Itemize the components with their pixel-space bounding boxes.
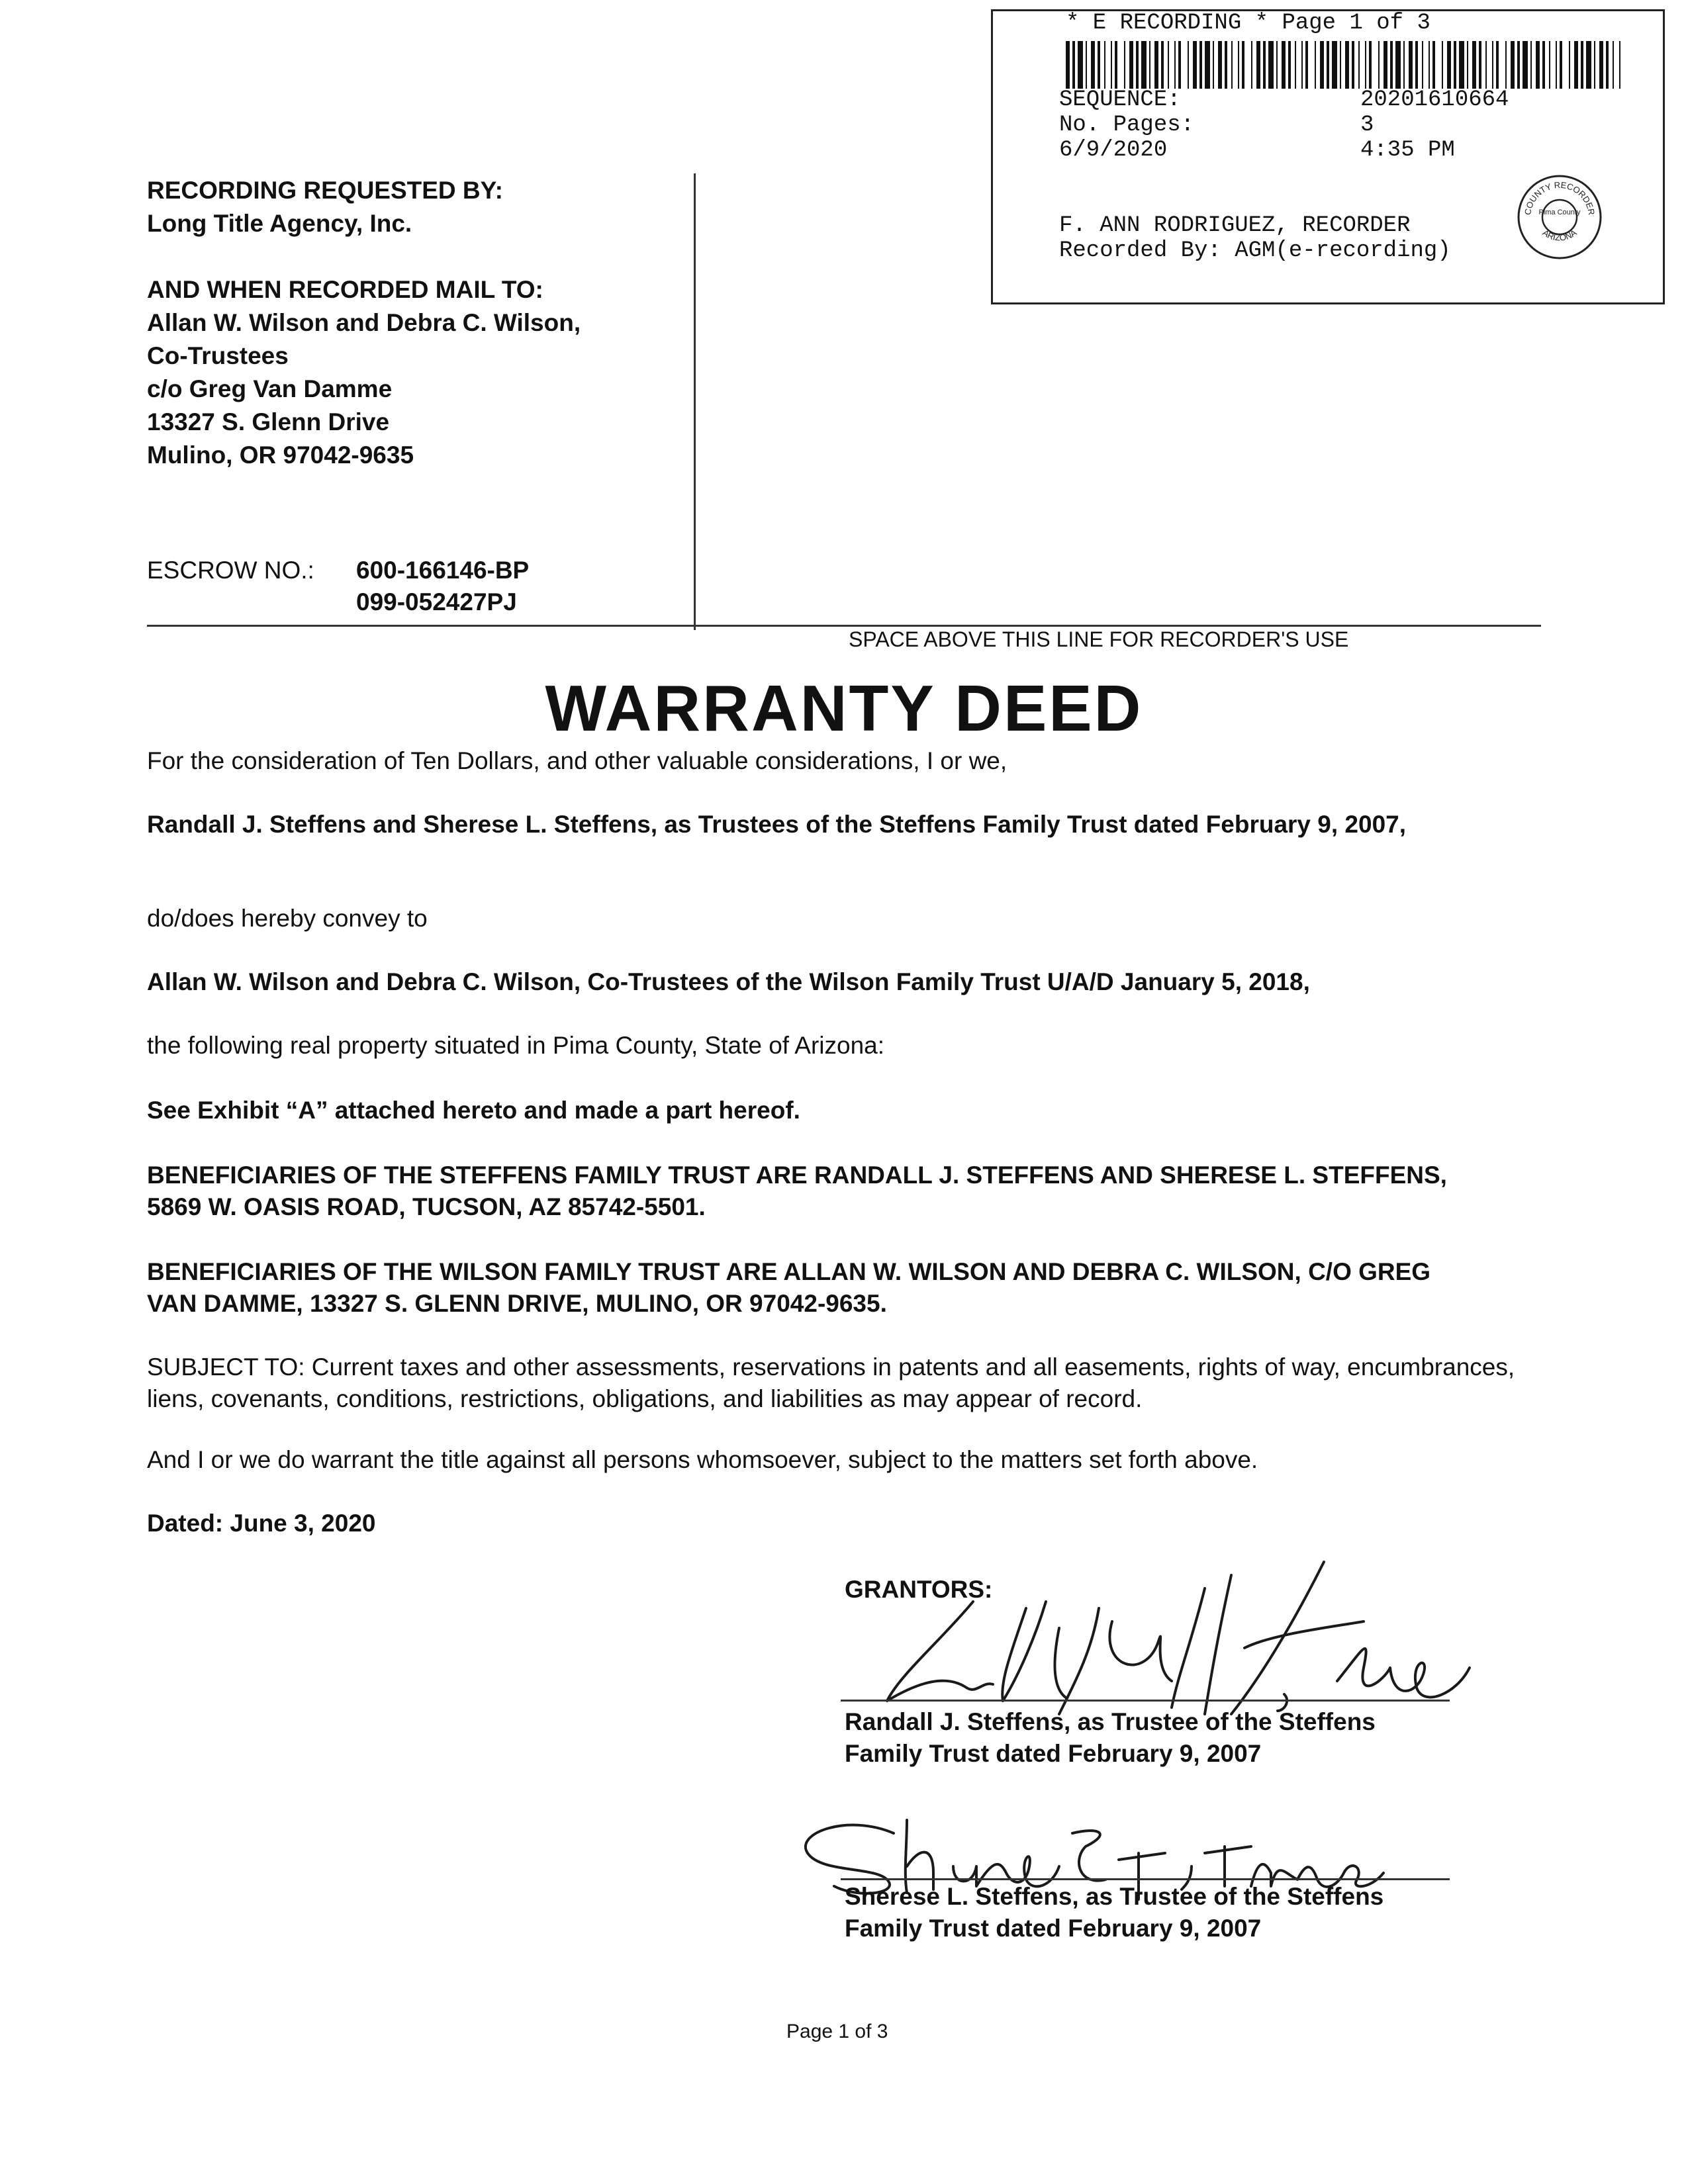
convey-text: do/does hereby convey to xyxy=(147,905,428,932)
mail-to-line: c/o Greg Van Damme xyxy=(147,375,393,402)
signer2-line2: Family Trust dated February 9, 2007 xyxy=(845,1915,1262,1942)
signer2-line1: Sherese L. Steffens, as Trustee of the Steffens xyxy=(845,1883,1384,1910)
mail-to-line: Co-Trustees xyxy=(147,342,289,369)
recorder-use-note: SPACE ABOVE THIS LINE FOR RECORDER'S USE xyxy=(849,627,1349,651)
seal-bottom-text: ARIZONA xyxy=(1540,227,1579,243)
property-text: the following real property situated in Pima County, State of Arizona: xyxy=(147,1032,885,1059)
requested-by-value: Long Title Agency, Inc. xyxy=(147,210,412,237)
document-title: WARRANTY DEED xyxy=(545,672,1143,745)
stamp-header-line: * E RECORDING * Page 1 of 3 xyxy=(1066,11,1430,36)
escrow-label: ESCROW NO.: xyxy=(147,557,314,584)
sequence-value: 20201610664 xyxy=(1360,87,1509,113)
grantors-text: Randall J. Steffens and Sherese L. Steffens, as Trustees of the Steffens Family Trust dated February 9, 2007, xyxy=(147,811,1407,838)
consideration-text: For the consideration of Ten Dollars, and other valuable considerations, I or we, xyxy=(147,747,1008,774)
recorder-name: F. ANN RODRIGUEZ, RECORDER xyxy=(1059,213,1411,238)
pages-label: No. Pages: xyxy=(1059,113,1195,138)
dated-text: Dated: June 3, 2020 xyxy=(147,1510,376,1537)
signature-randall xyxy=(861,1549,1476,1721)
recorded-time: 4:35 PM xyxy=(1360,138,1455,163)
beneficiaries-steffens: BENEFICIARIES OF THE STEFFENS FAMILY TRUST ARE RANDALL J. STEFFENS AND SHERESE L. STEFFENS, 5869 W. OASIS ROAD, TUCSON, AZ 85742-5501. xyxy=(147,1161,1447,1220)
county-seal-icon xyxy=(1516,173,1603,261)
recorded-date: 6/9/2020 xyxy=(1059,138,1168,163)
pages-value: 3 xyxy=(1360,113,1374,138)
signer1-line2: Family Trust dated February 9, 2007 xyxy=(845,1740,1262,1767)
escrow-number: 099-052427PJ xyxy=(356,588,517,615)
mail-to-line: 13327 S. Glenn Drive xyxy=(147,408,390,435)
barcode xyxy=(1066,41,1622,89)
sequence-label: SEQUENCE: xyxy=(1059,87,1181,113)
subject-to-text: SUBJECT TO: Current taxes and other assessments, reservations in patents and all easements, rights of way, encumbrances, liens, covenants, conditions, restrictions, obligations, and liabilities as may appear of record. xyxy=(147,1353,1515,1412)
exhibit-text: See Exhibit “A” attached hereto and made a part hereof. xyxy=(147,1097,800,1124)
beneficiaries-wilson: BENEFICIARIES OF THE WILSON FAMILY TRUST ARE ALLAN W. WILSON AND DEBRA C. WILSON, C/O GREG VAN DAMME, 13327 S. GLENN DRIVE, MULINO, OR 97042-9635. xyxy=(147,1258,1431,1317)
header-divider xyxy=(694,173,696,630)
page-number: Page 1 of 3 xyxy=(786,2021,888,2042)
escrow-number: 600-166146-BP xyxy=(356,557,530,584)
mail-to-line: Allan W. Wilson and Debra C. Wilson, xyxy=(147,309,581,336)
seal-center-text: Pima County xyxy=(1538,208,1581,216)
signature-line xyxy=(841,1878,1450,1880)
requested-by-label: RECORDING REQUESTED BY: xyxy=(147,177,503,204)
mail-to-label: AND WHEN RECORDED MAIL TO: xyxy=(147,276,543,303)
signature-line xyxy=(841,1700,1450,1702)
recorded-by: Recorded By: AGM(e-recording) xyxy=(1059,238,1451,263)
grantors-label: GRANTORS: xyxy=(845,1576,993,1603)
seal-top-text: COUNTY RECORDER xyxy=(1522,179,1597,216)
mail-to-line: Mulino, OR 97042-9635 xyxy=(147,441,414,469)
svg-text:ARIZONA xyxy=(1541,228,1579,243)
warrant-text: And I or we do warrant the title against all persons whomsoever, subject to the matters set forth above. xyxy=(147,1446,1258,1473)
signer1-line1: Randall J. Steffens, as Trustee of the Steffens xyxy=(845,1708,1376,1735)
grantees-text: Allan W. Wilson and Debra C. Wilson, Co-Trustees of the Wilson Family Trust U/A/D January 5, 2018, xyxy=(147,968,1310,995)
